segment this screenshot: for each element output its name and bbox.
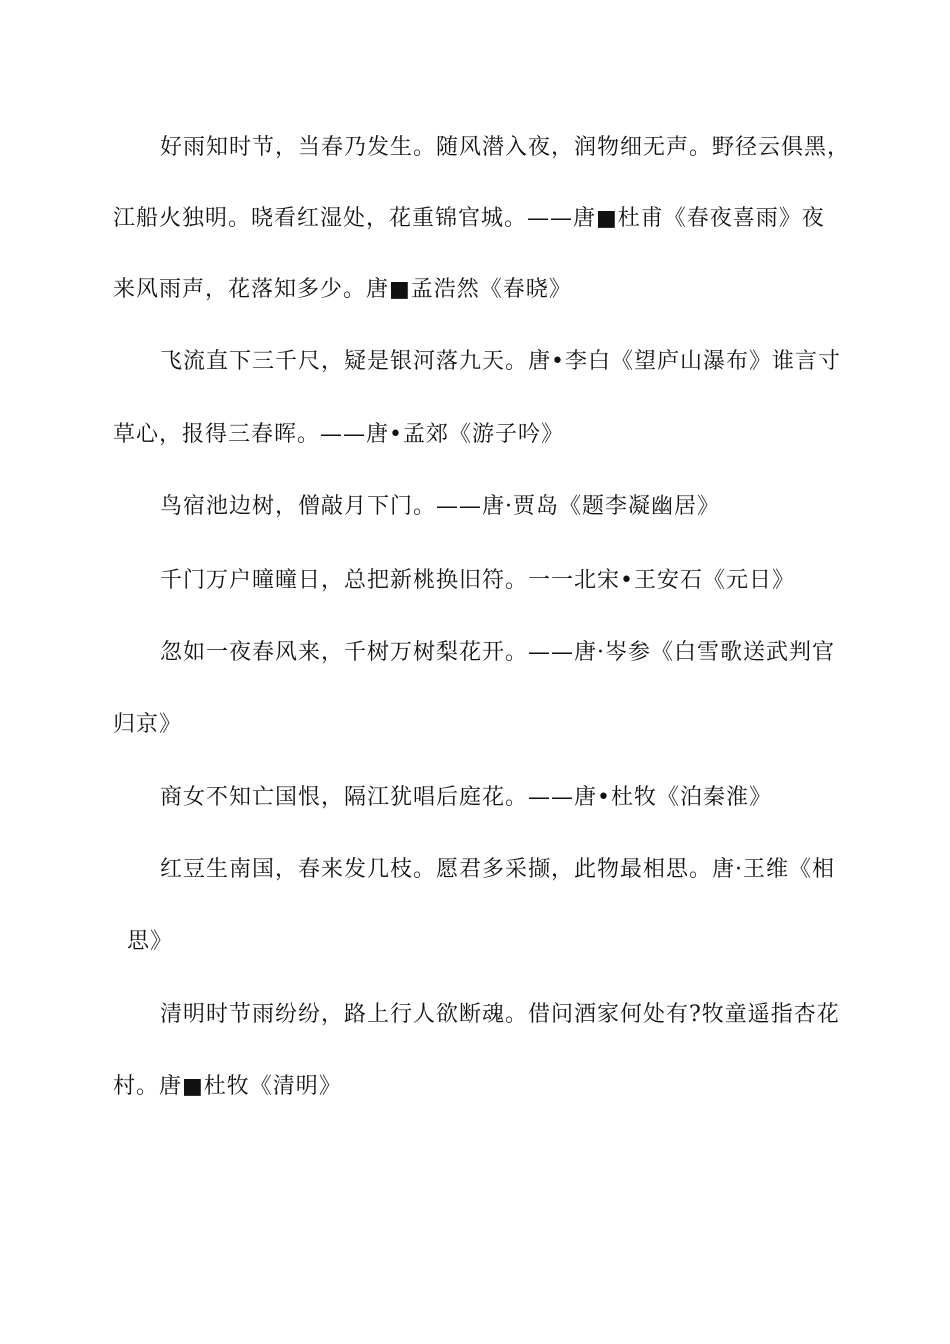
text-line: 江船火独明。晓看红湿处，花重锦官城。——唐■杜甫《春夜喜雨》夜 xyxy=(113,206,825,231)
text-line: 来风雨声，花落知多少。唐■孟浩然《春晓》 xyxy=(113,277,572,302)
text-line: 忽如一夜春风来，千树万树梨花开。——唐·岑参《白雪歌送武判官 xyxy=(160,640,835,665)
text-line: 鸟宿池边树，僧敲月下门。——唐·贾岛《题李凝幽居》 xyxy=(160,494,720,519)
text-line: 归京》 xyxy=(113,712,183,737)
text-line: 清明时节雨纷纷，路上行人欲断魂。借问酒家何处有?牧童遥指杏花 xyxy=(160,1002,840,1027)
text-line: 思》 xyxy=(127,929,174,954)
text-line: 好雨知时节，当春乃发生。随风潜入夜，润物细无声。野径云俱黑， xyxy=(160,135,851,160)
text-line: 商女不知亡国恨，隔江犹唱后庭花。——唐•杜牧《泊秦淮》 xyxy=(160,785,772,810)
text-line: 千门万户曈曈日，总把新桃换旧符。一一北宋•王安石《元日》 xyxy=(160,568,795,593)
text-line: 草心，报得三春晖。——唐•孟郊《游子吟》 xyxy=(113,422,564,447)
text-line: 村。唐■杜牧《清明》 xyxy=(113,1074,342,1099)
text-line: 红豆生南国，春来发几枝。愿君多采撷，此物最相思。唐·王维《相 xyxy=(160,857,835,882)
text-line: 飞流直下三千尺，疑是银河落九天。唐•李白《望庐山瀑布》谁言寸 xyxy=(160,349,841,374)
